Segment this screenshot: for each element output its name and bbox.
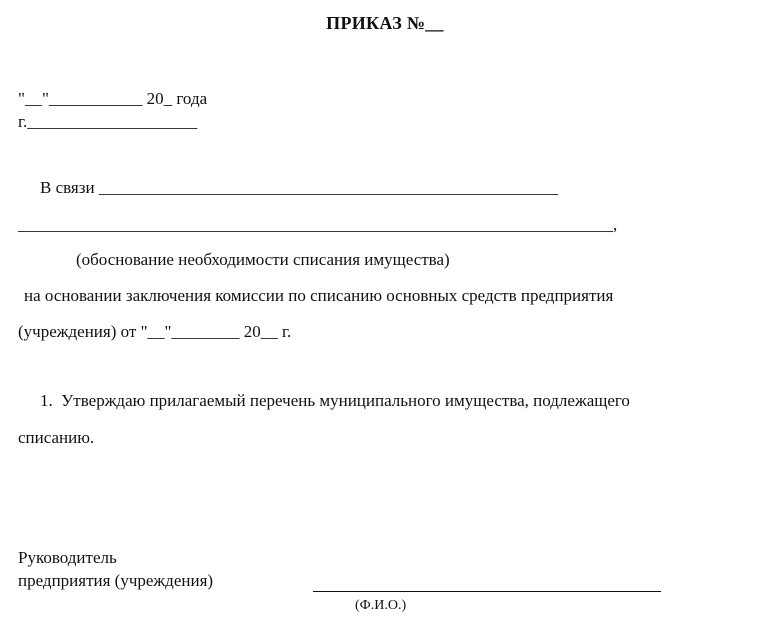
signature-role-line-2: предприятия (учреждения) [18,571,214,590]
signature-caption: (Ф.И.О.) [355,598,407,613]
document-title: ПРИКАЗ №__ [326,13,444,33]
basis-line-3: на основании заключения комиссии по списанию основных средств предприятия [24,286,614,305]
date-line: "__"___________ 20_ года [18,89,208,108]
order-item-line-2: списанию. [18,428,95,447]
signature-line [313,591,661,592]
city-line: г.____________________ [18,112,198,131]
basis-line-4: (учреждения) от "__"________ 20__ г. [18,322,292,341]
basis-note: (обоснование необходимости списания имущества) [76,250,450,269]
order-item-line-1: 1. Утверждаю прилагаемый перечень муниципального имущества, подлежащего [40,391,630,410]
basis-line-1: В связи ______________________________________________________ [40,178,558,197]
basis-line-2: ______________________________________________________________________, [18,215,618,234]
signature-role-line-1: Руководитель [18,548,117,567]
